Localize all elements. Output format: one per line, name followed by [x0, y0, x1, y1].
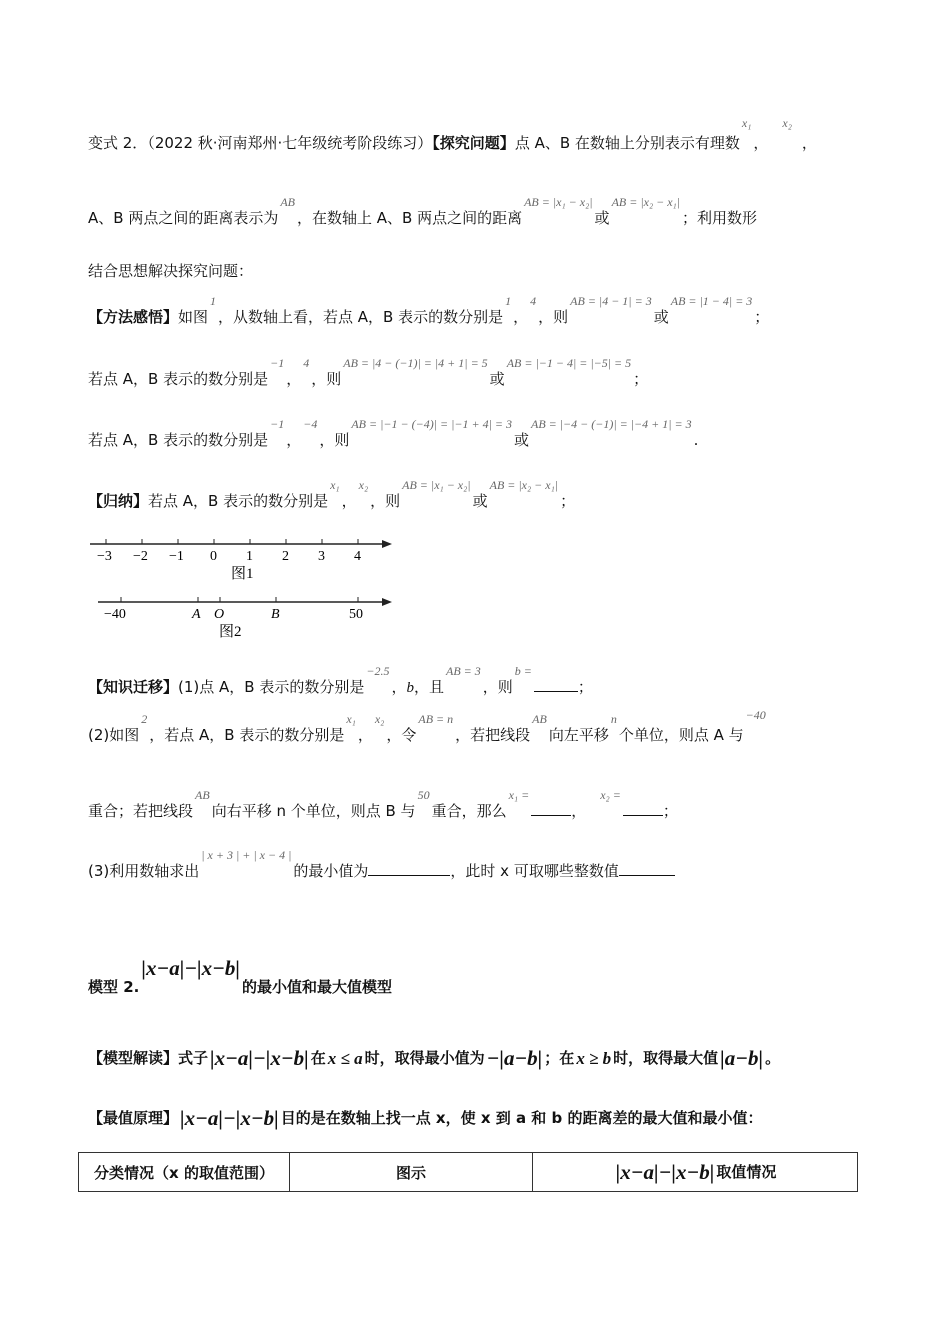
model-interpretation: 【模型解读】式子|x−a|−|x−b| 在 x ≤ a 时，取得最小值为−|a−b| ；在 x ≥ b 时，取得最大值|a−b| 。	[88, 1046, 781, 1070]
method-line-1: 【方法感悟】如图1，从数轴上看，若点 A，B 表示的数分别是1，4，则AB = |4 − 1| = 3或AB = |1 − 4| = 3；	[88, 294, 770, 326]
intro-end: 结合思想解决探究问题：	[88, 262, 254, 280]
table-header-row	[79, 1153, 858, 1192]
fig1-ticks	[97, 539, 361, 564]
method-line-2: 若点 A，B 表示的数分别是−1，4，则AB = |4 − (−1)| = |4 + 1| = 5或AB = |−1 − 4| = |−5| = 5；	[88, 356, 649, 388]
fig1-tick-label: 2	[282, 549, 289, 564]
fig1-tick-label: −2	[133, 549, 148, 564]
distance-definition: A、B 两点之间的距离表示为AB，在数轴上 A、B 两点之间的距离AB = |x₁ − x₂|或AB = |x₂ − x₁|；利用数形	[88, 195, 758, 227]
variant-heading: 变式 2．（2022 秋·河南郑州·七年级统考阶段练习）【探究问题】点 A、B 在数轴上分别表示有理数x₁，x₂，	[88, 116, 817, 152]
label-a: A	[192, 607, 201, 622]
question-2: (2)如图2，若点 A，B 表示的数分别是x₁，x₂，令AB = n，若把线段AB向左平移n个单位，则点 A 与−40	[88, 708, 766, 744]
answer-blank-b[interactable]	[534, 679, 578, 692]
question-1: 【知识迁移】(1)点 A，B 表示的数分别是−2.5，b，且AB = 3，则b =；	[88, 664, 593, 696]
fig1-tick-label: 4	[354, 549, 361, 564]
fig1-tick-label: 3	[318, 549, 325, 564]
fig1-tick-label: 0	[210, 549, 217, 564]
classification-table	[78, 1152, 858, 1192]
model-2-heading: 模型 2.|x−a|−|x−b|的最小值和最大值模型	[88, 956, 393, 996]
axis-arrow	[382, 598, 392, 606]
label-minus40: −40	[104, 607, 126, 622]
summary-line: 【归纳】若点 A，B 表示的数分别是x₁，x₂，则AB = |x₁ − x₂|或AB = |x₂ − x₁|；	[88, 478, 576, 510]
header-diagram: 图示	[290, 1153, 533, 1192]
question-3: (3)利用数轴求出| x + 3 | + | x − 4 |的最小值为 ，此时 x 可取哪些整数值	[88, 860, 675, 881]
answer-blank-x2[interactable]	[623, 803, 663, 816]
answer-blank-x1[interactable]	[531, 803, 571, 816]
fig1-tick-label: 1	[246, 549, 253, 564]
fig1-tick-label: −1	[169, 549, 184, 564]
number-line-figure-2	[88, 592, 408, 642]
number-line-figure-1	[88, 536, 408, 584]
label-b: B	[271, 607, 280, 622]
answer-blank-integers[interactable]	[619, 863, 675, 876]
answer-blank-min[interactable]	[368, 863, 450, 876]
axis-arrow	[382, 540, 392, 548]
fig1-caption: 图1	[231, 566, 254, 582]
extremum-principle: 【最值原理】|x−a|−|x−b| 目的是在数轴上找一点 x，使 x 到 a 和 b 的距离差的最大值和最小值：	[88, 1106, 763, 1130]
fig2-caption: 图2	[219, 624, 242, 640]
header-cases: 分类情况（x 的取值范围）	[79, 1153, 290, 1192]
label-o: O	[214, 607, 225, 622]
header-values: |x−a|−|x−b| 取值情况	[533, 1153, 858, 1192]
label-50: 50	[349, 607, 363, 622]
fig1-tick-label: −3	[97, 549, 112, 564]
question-2-cont: 重合；若把线段AB向右平移 n 个单位，则点 B 与50重合，那么x₁ =，x₂ =；	[88, 788, 678, 820]
method-line-3: 若点 A，B 表示的数分别是−1，−4，则AB = |−1 − (−4)| = |−1 + 4| = 3或AB = |−4 − (−1)| = |−4 + 1| = 3.	[88, 417, 699, 449]
